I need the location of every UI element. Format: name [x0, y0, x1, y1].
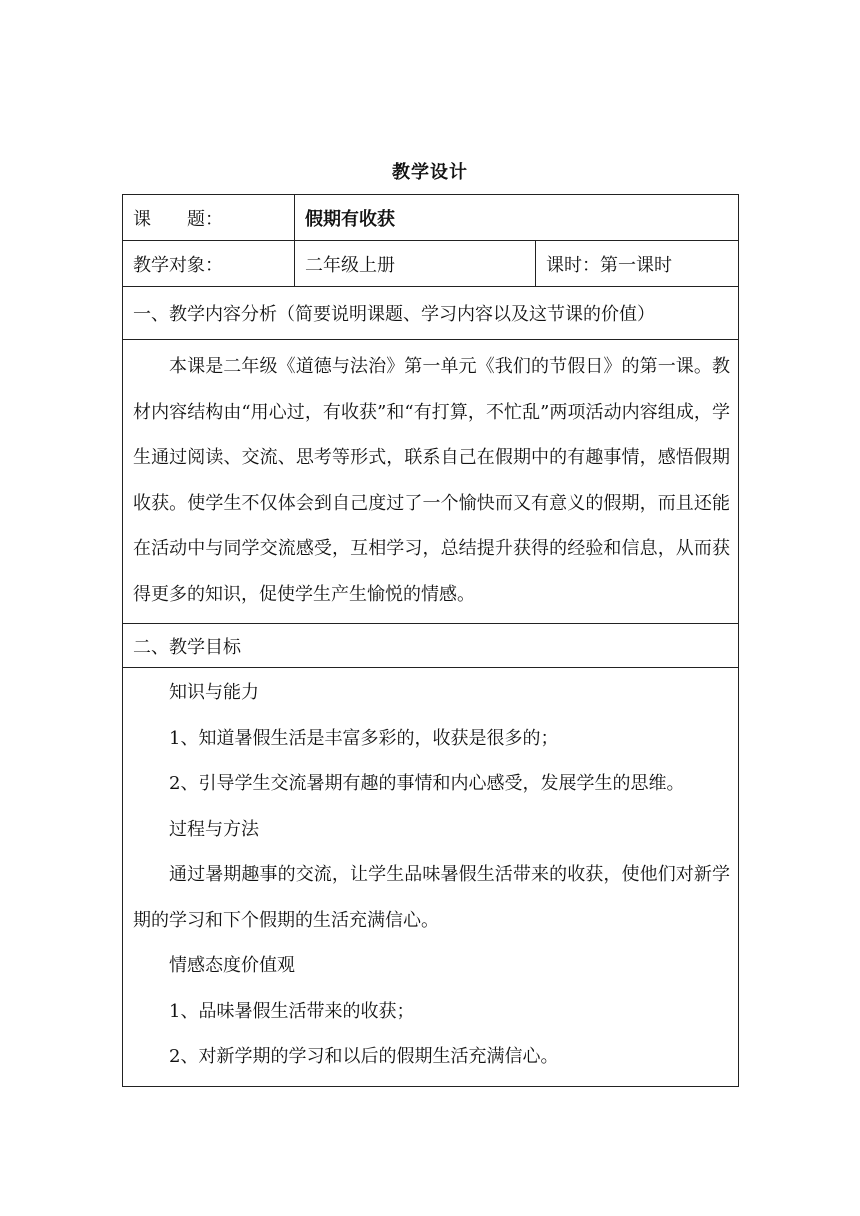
process-heading: 过程与方法 — [169, 818, 259, 840]
target-label: 教学对象： — [123, 241, 295, 287]
knowledge-item-2: 2、引导学生交流暑期有趣的事情和内心感受，发展学生的思维。 — [169, 773, 685, 794]
knowledge-item-1: 1、知道暑假生活是丰富多彩的，收获是很多的； — [169, 727, 559, 749]
section1-body: 本课是二年级《道德与法治》第一单元《我们的节假日》的第一课。教材内容结构由“用心过，有收获”和“有打算，不忙乱”两项活动内容组成，学生通过阅读、交流、思考等形式，联系自己在假期中的有趣事情，感悟假期收获。使学生不仅体会到自己度过了一个愉快而又有意义的假期，而且还能在活动中与同学交流感受，互相学习，总结提升获得的经验和信息，从而获得更多的知识，促使学生产生愉悦的情感。 — [133, 356, 730, 605]
section2-heading: 二、教学目标 — [123, 624, 739, 668]
section1-body-row — [123, 340, 739, 624]
period-cell: 课时：第一课时 — [536, 241, 739, 287]
section2-heading-row — [123, 624, 739, 668]
emotion-item-1: 1、品味暑假生活带来的收获； — [169, 1000, 415, 1022]
topic-row — [123, 195, 739, 241]
topic-label: 课 题： — [123, 195, 295, 241]
target-row — [123, 241, 739, 287]
goals-row — [123, 668, 739, 1087]
lesson-plan-table — [122, 194, 739, 1087]
topic-value: 假期有收获 — [295, 195, 739, 241]
target-value: 二年级上册 — [295, 241, 536, 287]
section1-heading: 一、教学内容分析（简要说明课题、学习内容以及这节课的价值） — [123, 287, 739, 340]
document-title: 教学设计 — [392, 162, 468, 183]
section1-heading-row — [123, 287, 739, 340]
emotion-item-2: 2、对新学期的学习和以后的假期生活充满信心。 — [169, 1046, 559, 1067]
process-body: 通过暑期趣事的交流，让学生品味暑假生活带来的收获，使他们对新学期的学习和下个假期的生活充满信心。 — [133, 864, 730, 931]
knowledge-heading: 知识与能力 — [169, 682, 259, 703]
emotion-heading: 情感态度价值观 — [169, 955, 295, 976]
